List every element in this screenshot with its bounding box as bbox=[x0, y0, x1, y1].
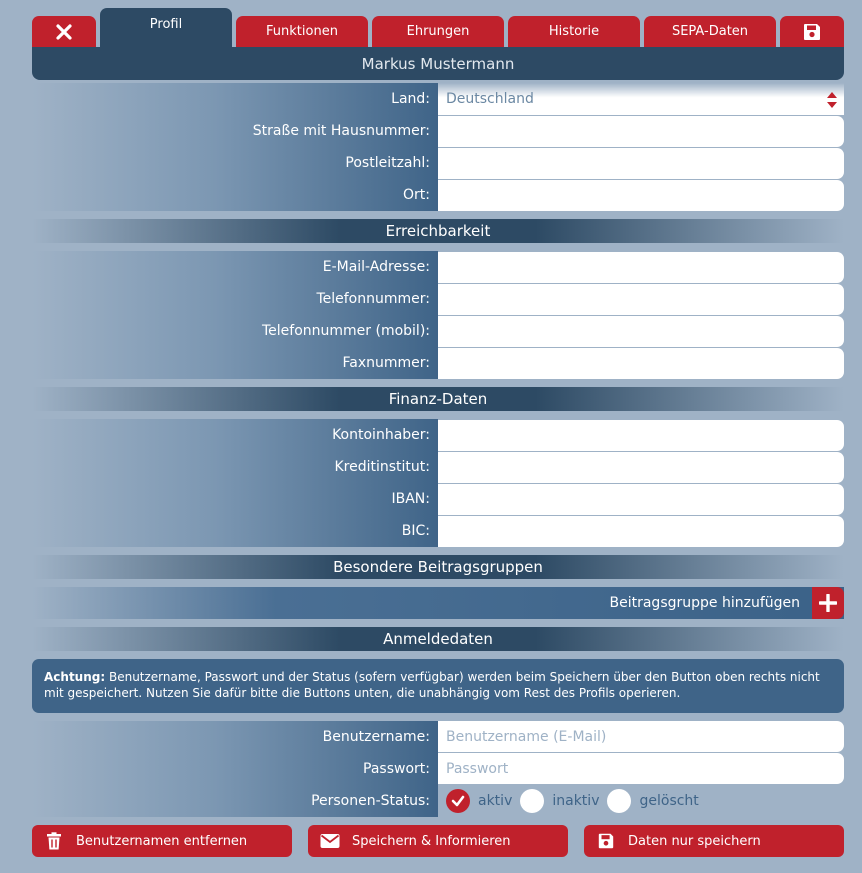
section-erreichbarkeit bbox=[32, 219, 844, 243]
ort-label bbox=[32, 179, 438, 211]
person-name-header bbox=[32, 47, 844, 80]
land-select[interactable] bbox=[438, 83, 844, 115]
status-label bbox=[32, 785, 438, 817]
username-input[interactable] bbox=[446, 721, 844, 752]
bic-label bbox=[32, 515, 438, 547]
add-beitragsgruppe-row bbox=[32, 587, 844, 619]
plus-icon bbox=[819, 594, 837, 612]
status-label-text: Personen-Status: bbox=[311, 793, 430, 809]
fax-label-text: Faxnummer: bbox=[342, 355, 430, 371]
bic-label-text: BIC: bbox=[401, 523, 430, 539]
save-only-button[interactable] bbox=[584, 825, 844, 857]
person-name: Markus Mustermann bbox=[361, 54, 515, 73]
tab-funktionen-label: Funktionen bbox=[266, 24, 338, 39]
ort-input[interactable] bbox=[446, 180, 844, 211]
strasse-input[interactable] bbox=[446, 116, 844, 147]
kreditinstitut-input[interactable] bbox=[446, 452, 844, 483]
kontoinhaber-label-text: Kontoinhaber: bbox=[332, 427, 430, 443]
bic-field[interactable] bbox=[438, 516, 844, 547]
land-label bbox=[32, 83, 438, 115]
iban-label bbox=[32, 483, 438, 515]
status-radio-geloescht[interactable] bbox=[607, 789, 631, 813]
kontoinhaber-field[interactable] bbox=[438, 420, 844, 451]
login-notice bbox=[32, 659, 844, 713]
notice-bold: Achtung: bbox=[44, 670, 106, 684]
telefon-input[interactable] bbox=[446, 284, 844, 315]
password-label bbox=[32, 753, 438, 785]
tab-historie[interactable] bbox=[508, 16, 640, 47]
telefon-label bbox=[32, 283, 438, 315]
kreditinstitut-field[interactable] bbox=[438, 452, 844, 483]
floppy-disk-icon bbox=[596, 831, 616, 851]
email-input[interactable] bbox=[446, 252, 844, 283]
mobil-input[interactable] bbox=[446, 316, 844, 347]
close-icon bbox=[56, 24, 72, 40]
save-only-label: Daten nur speichern bbox=[628, 833, 761, 849]
fax-field[interactable] bbox=[438, 348, 844, 379]
mobil-field[interactable] bbox=[438, 316, 844, 347]
plz-field[interactable] bbox=[438, 148, 844, 179]
password-input[interactable] bbox=[446, 753, 844, 784]
save-profile-button[interactable] bbox=[780, 16, 844, 47]
checkmark-icon bbox=[451, 794, 465, 808]
telefon-field[interactable] bbox=[438, 284, 844, 315]
username-field[interactable] bbox=[438, 721, 844, 752]
land-value: Deutschland bbox=[446, 91, 534, 107]
username-label bbox=[32, 721, 438, 753]
remove-username-button[interactable] bbox=[32, 825, 292, 857]
telefon-label-text: Telefonnummer: bbox=[316, 291, 430, 307]
floppy-disk-icon bbox=[802, 22, 822, 42]
fax-input[interactable] bbox=[446, 348, 844, 379]
ort-field[interactable] bbox=[438, 180, 844, 211]
kontoinhaber-label bbox=[32, 419, 438, 451]
section-finanz bbox=[32, 387, 844, 411]
status-radio-aktiv[interactable] bbox=[446, 789, 470, 813]
section-anmeldedaten bbox=[32, 627, 844, 651]
iban-field[interactable] bbox=[438, 484, 844, 515]
notice-text: Benutzername, Passwort und der Status (sofern verfügbar) werden beim Speichern über den Button oben rechts nicht mit gespeichert. Nutzen Sie dafür bitte die Buttons unten, die unabhängig vom Rest des Profils operieren. bbox=[44, 670, 820, 700]
kreditinstitut-label-text: Kreditinstitut: bbox=[334, 459, 430, 475]
iban-input[interactable] bbox=[446, 484, 844, 515]
plz-label bbox=[32, 147, 438, 179]
status-geloescht-label: gelöscht bbox=[639, 793, 699, 809]
tab-sepa[interactable] bbox=[644, 16, 776, 47]
kreditinstitut-label bbox=[32, 451, 438, 483]
remove-username-label: Benutzernamen entfernen bbox=[76, 833, 248, 849]
status-inaktiv-label: inaktiv bbox=[552, 793, 600, 809]
add-beitragsgruppe-label: Beitragsgruppe hinzufügen bbox=[609, 595, 800, 611]
kontoinhaber-input[interactable] bbox=[446, 420, 844, 451]
password-label-text: Passwort: bbox=[363, 761, 430, 777]
tab-ehrungen-label: Ehrungen bbox=[406, 24, 470, 39]
section-beitragsgruppen bbox=[32, 555, 844, 579]
strasse-field[interactable] bbox=[438, 116, 844, 147]
add-beitragsgruppe-button[interactable] bbox=[812, 587, 844, 619]
mobil-label bbox=[32, 315, 438, 347]
password-field[interactable] bbox=[438, 753, 844, 784]
section-finanz-title: Finanz-Daten bbox=[388, 390, 488, 408]
tab-historie-label: Historie bbox=[548, 24, 600, 39]
ort-label-text: Ort: bbox=[403, 187, 430, 203]
tab-ehrungen[interactable] bbox=[372, 16, 504, 47]
trash-icon bbox=[44, 831, 64, 851]
tab-profil[interactable] bbox=[100, 8, 232, 47]
save-inform-label: Speichern & Informieren bbox=[352, 833, 511, 849]
envelope-icon bbox=[320, 831, 340, 851]
tab-profil-label: Profil bbox=[149, 17, 183, 32]
email-field[interactable] bbox=[438, 252, 844, 283]
username-label-text: Benutzername: bbox=[322, 729, 430, 745]
close-tab-button[interactable] bbox=[32, 16, 96, 47]
status-radio-group bbox=[446, 787, 707, 815]
plz-input[interactable] bbox=[446, 148, 844, 179]
iban-label-text: IBAN: bbox=[391, 491, 430, 507]
tab-sepa-label: SEPA-Daten bbox=[671, 24, 749, 39]
section-beitragsgruppen-title: Besondere Beitragsgruppen bbox=[333, 558, 543, 576]
section-erreichbarkeit-title: Erreichbarkeit bbox=[385, 222, 491, 240]
plz-label-text: Postleitzahl: bbox=[345, 155, 430, 171]
fax-label bbox=[32, 347, 438, 379]
email-label bbox=[32, 251, 438, 283]
mobil-label-text: Telefonnummer (mobil): bbox=[261, 323, 430, 339]
land-label-text: Land: bbox=[391, 91, 430, 107]
save-inform-button[interactable] bbox=[308, 825, 568, 857]
select-arrows-icon bbox=[826, 91, 838, 109]
strasse-label bbox=[32, 115, 438, 147]
email-label-text: E-Mail-Adresse: bbox=[322, 259, 430, 275]
status-aktiv-label: aktiv bbox=[478, 793, 513, 809]
strasse-label-text: Straße mit Hausnummer: bbox=[252, 123, 430, 139]
tab-funktionen[interactable] bbox=[236, 16, 368, 47]
section-anmeldedaten-title: Anmeldedaten bbox=[383, 630, 493, 648]
status-radio-inaktiv[interactable] bbox=[520, 789, 544, 813]
bic-input[interactable] bbox=[446, 516, 844, 547]
